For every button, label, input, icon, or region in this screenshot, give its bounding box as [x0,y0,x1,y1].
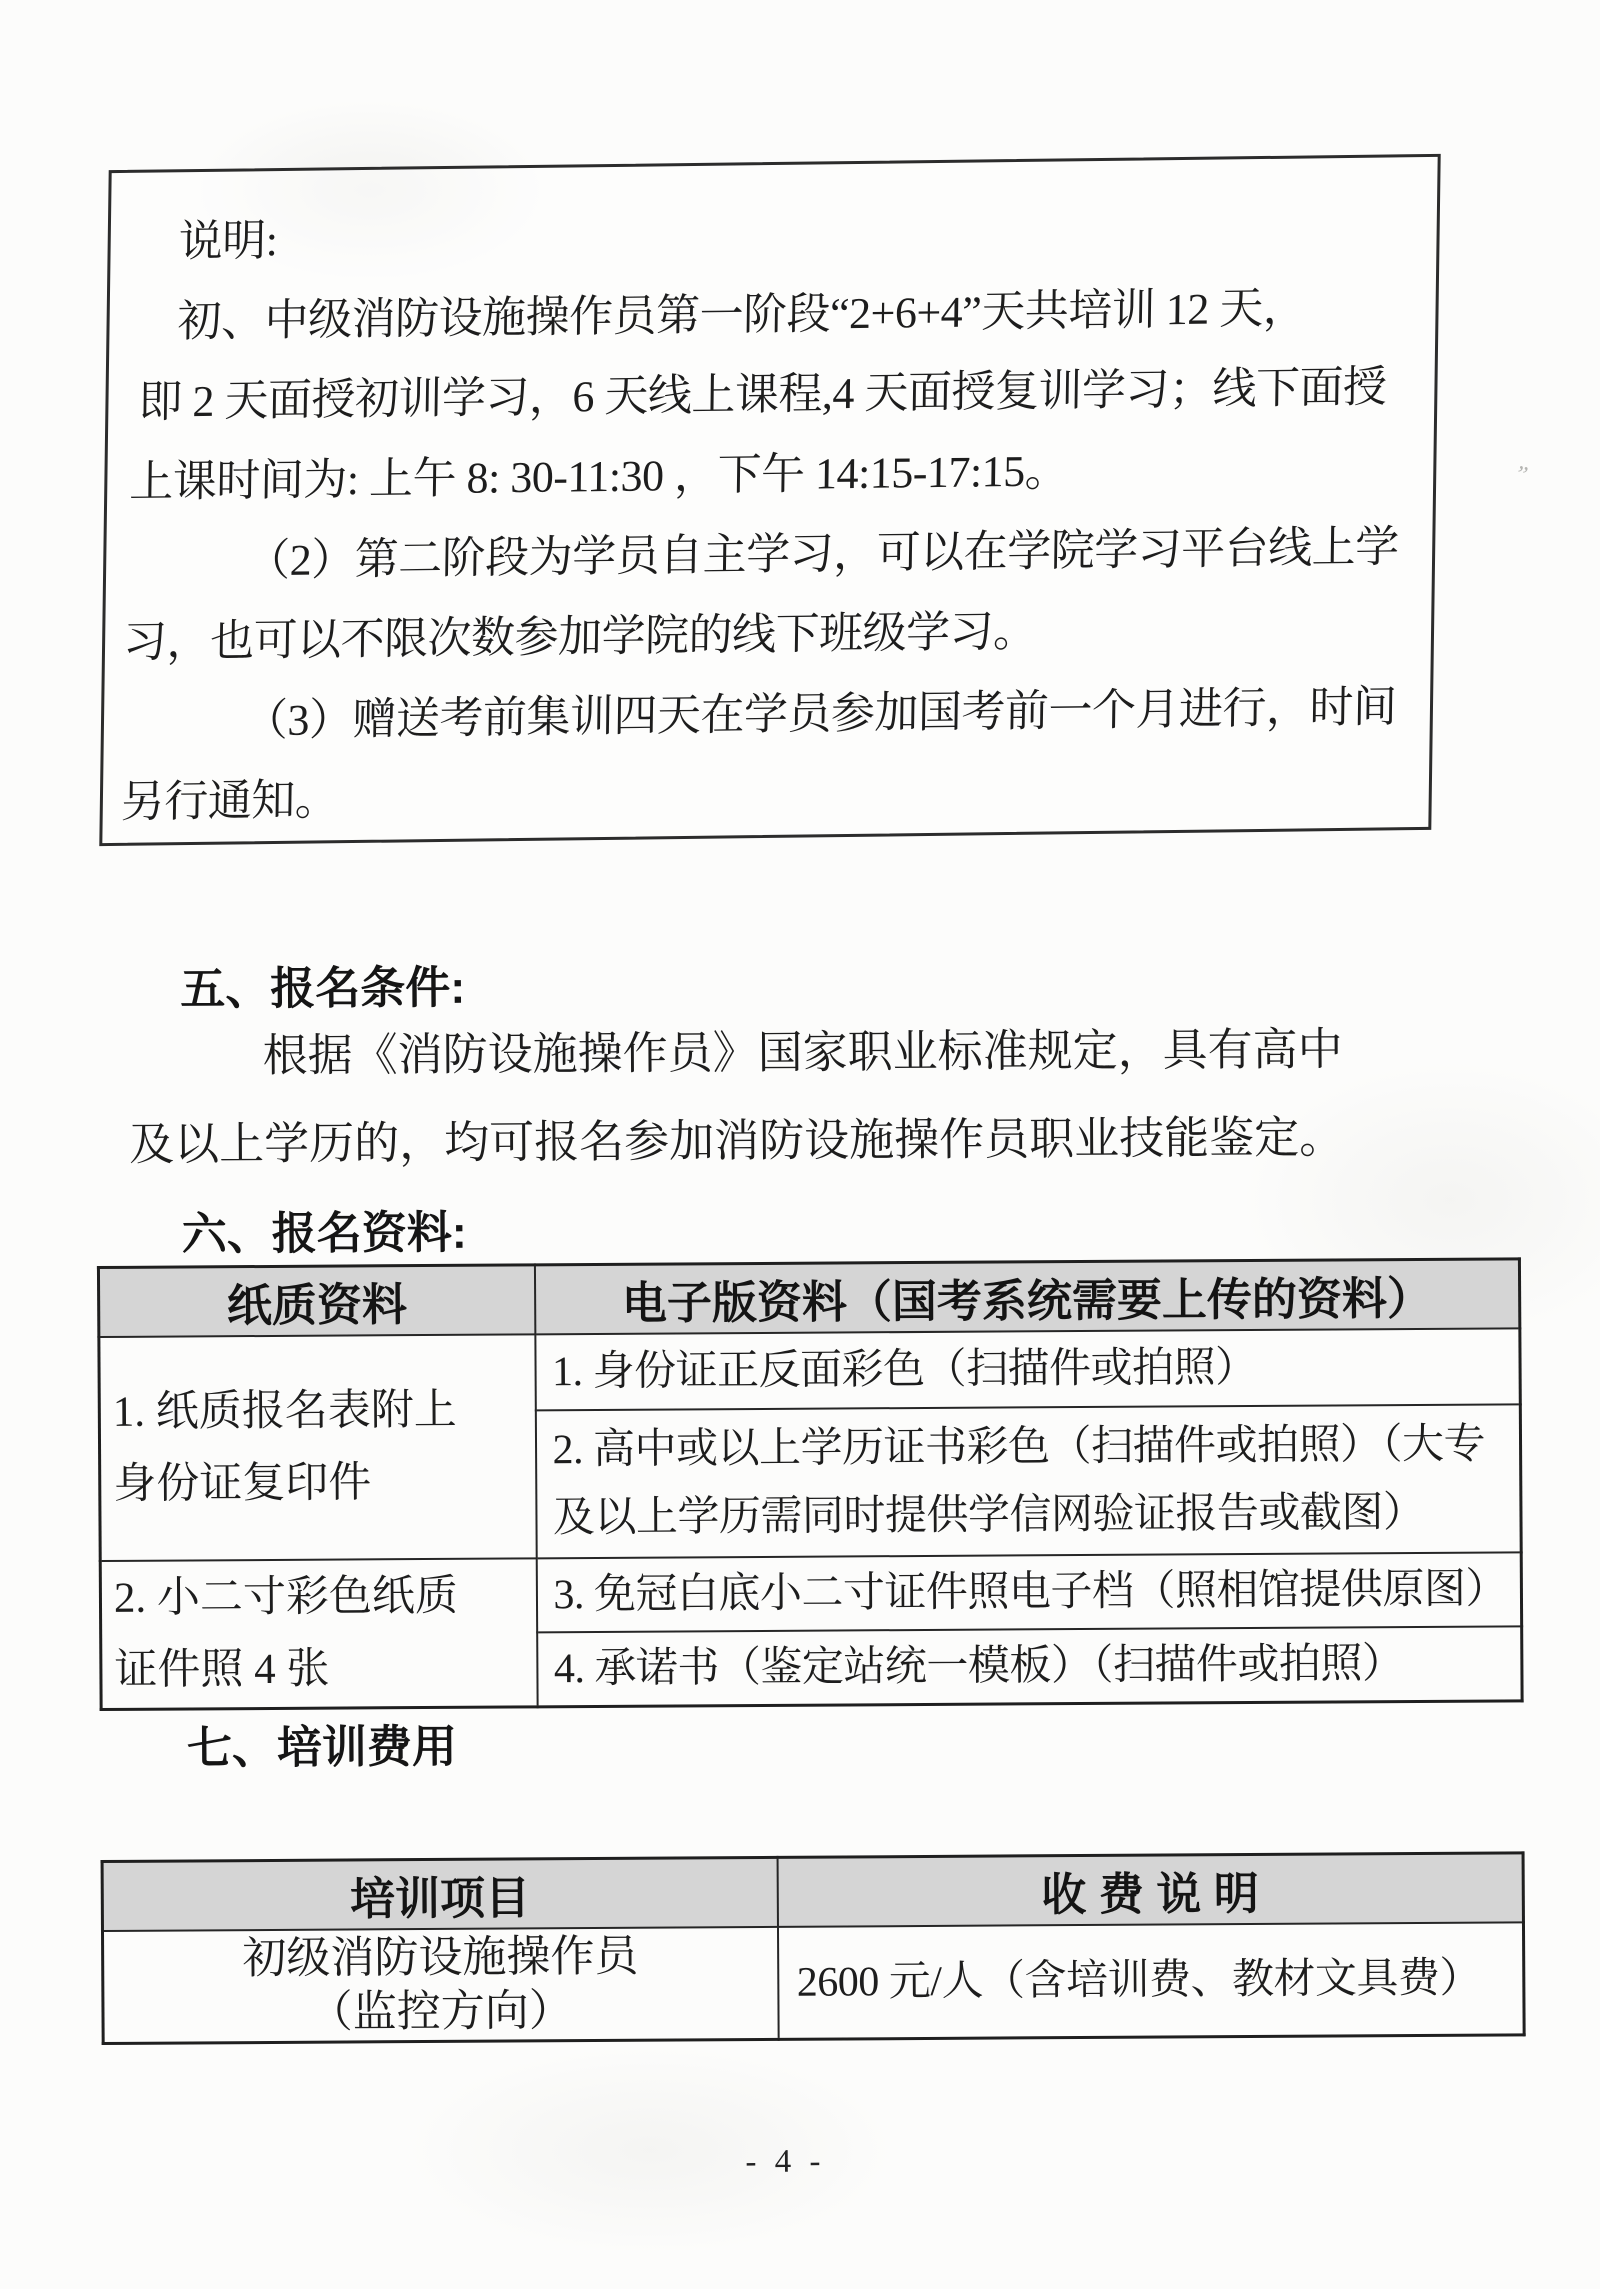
paper-item-line: 2. 小二寸彩色纸质 [113,1572,459,1622]
paper-item-line: 1. 纸质报名表附上 [112,1386,457,1436]
fee-row-program-cell [102,1927,778,2044]
electronic-item-line: 1. 身份证正反面彩色（扫描件或拍照） [551,1344,1257,1396]
section-title-registration-materials: 六、报名资料: [181,1206,467,1260]
electronic-item-line: 及以上学历需同时提供学信网验证报告或截图） [552,1489,1425,1542]
electronic-item-line: 3. 免冠白底小二寸证件照电子档（照相馆提供原图） [553,1566,1508,1619]
table-row [102,1922,1524,2043]
electronic-item-4-cell [537,1626,1522,1707]
scan-artifact-mark: ” [1511,460,1531,490]
table-row [99,1328,1520,1413]
materials-header-row [98,1259,1519,1337]
paper-item-1-cell [99,1334,536,1561]
conditions-paragraph-line-2: 及以上学历的，均可报名参加消防设施操作员职业技能鉴定。 [129,1112,1345,1170]
electronic-item-line: 4. 承诺书（鉴定站统一模板）（扫描件或拍照） [553,1641,1404,1693]
fees-header-row [102,1853,1523,1931]
program-direction-line: （监控方向） [308,1986,573,2037]
section-title-registration-conditions: 五、报名条件: [180,961,466,1015]
paper-item-line: 身份证复印件 [113,1459,372,1508]
notice-line-title: 说明: [178,216,278,267]
electronic-item-line: 2. 高中或以上学历证书彩色（扫描件或拍照）（大专 [552,1421,1486,1474]
materials-table [97,1257,1524,1711]
paper-item-2-cell [100,1558,537,1709]
page-number: - 4 - [745,2143,826,2181]
paper-item-line: 证件照 4 张 [114,1645,330,1694]
notice-line: 另行通知。 [120,775,339,827]
table-row [100,1552,1521,1635]
notice-line: 初、中级消防设施操作员第一阶段“2+6+4”天共培训 12 天， [177,283,1307,347]
electronic-item-2-cell [535,1404,1521,1558]
notice-line: 习，也可以不限次数参加学院的线下班级学习。 [122,606,1037,667]
fees-header-fee: 收 费 说 明 [777,1853,1523,1927]
fees-table [101,1851,1526,2045]
materials-header-electronic: 电子版资料（国考系统需要上传的资料） [534,1259,1519,1335]
fee-row-amount-cell [777,1922,1524,2039]
notice-line: （3）赠送考前集训四天在学员参加国考前一个月进行，时间 [243,682,1397,746]
conditions-paragraph-line-1: 根据《消防设施操作员》国家职业标准规定，具有高中 [262,1024,1343,1082]
electronic-item-1-cell [535,1328,1520,1410]
electronic-item-3-cell [536,1552,1521,1632]
notice-line: 即 2 天面授初训学习，6 天线上课程,4 天面授复训学习；线下面授 [138,362,1387,427]
fee-amount-text: 2600 元/人（含培训费、教材文具费） [796,1955,1482,2006]
notice-line: 上课时间为: 上午 8: 30-11:30 ，下午 14:15-17:15。 [129,446,1069,507]
program-name-line: 初级消防设施操作员 [242,1931,639,1984]
materials-header-paper: 纸质资料 [98,1265,534,1337]
section-title-training-fees: 七、培训费用 [186,1720,458,1774]
fees-header-program: 培训项目 [102,1857,777,1931]
notice-line: （2）第二阶段为学员自主学习，可以在学院学习平台线上学 [245,522,1400,586]
